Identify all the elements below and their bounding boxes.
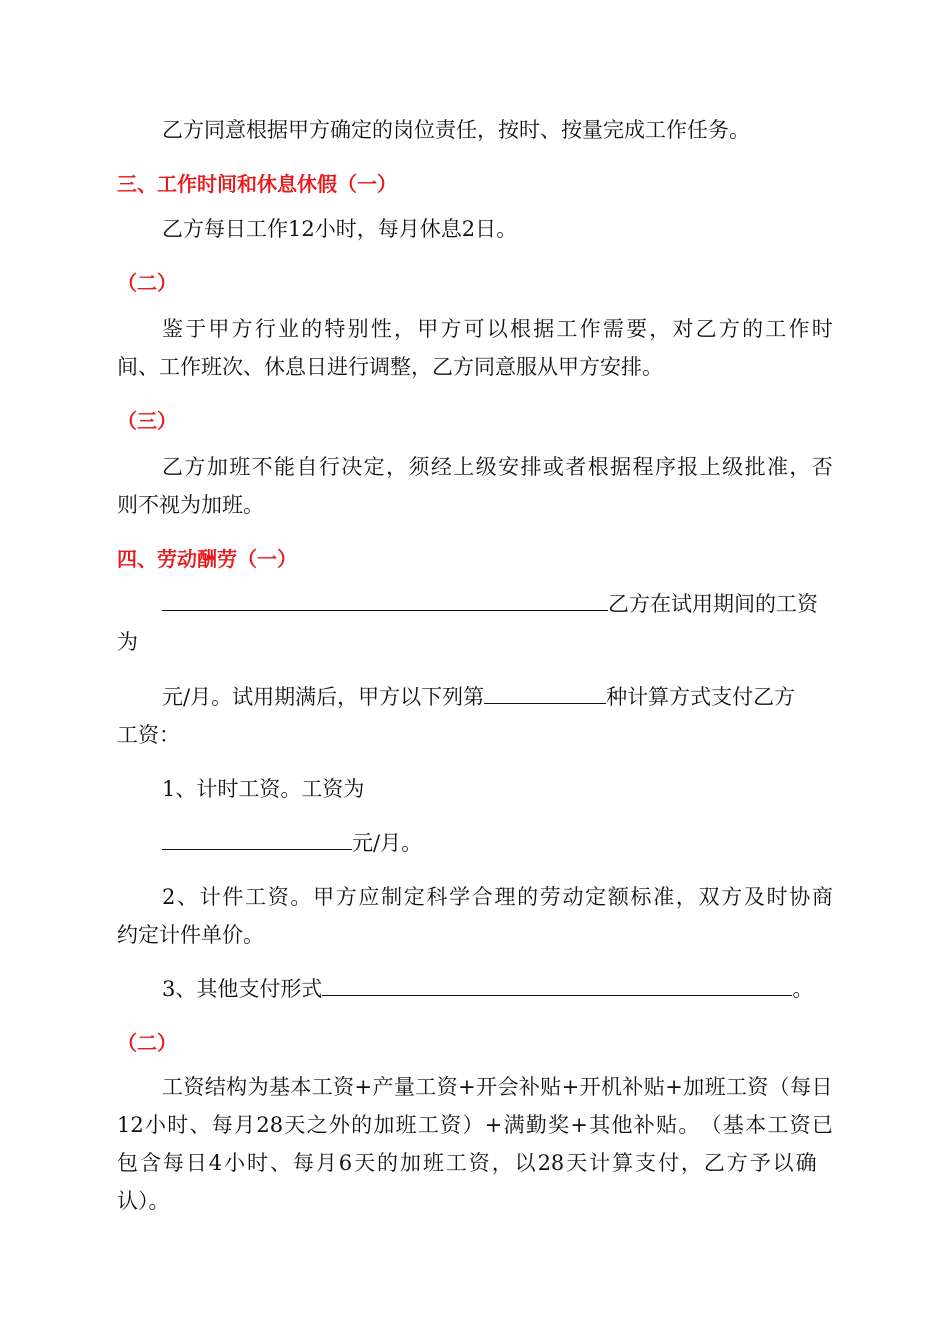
text-glyph: ） (462, 1113, 484, 1137)
text-glyph: 加 (206, 455, 228, 479)
text-glyph: 定 (403, 885, 425, 909)
text-glyph: 工 (417, 1113, 439, 1137)
text-glyph: 资 (747, 1075, 769, 1099)
text-glyph: 资 (333, 1075, 355, 1099)
text-glyph: 时 (766, 885, 788, 909)
text-glyph: 会 (497, 1075, 519, 1099)
text-glyph: 鉴 (162, 317, 183, 341)
text-glyph: 的 (742, 317, 764, 341)
text-glyph: 经 (430, 455, 452, 479)
text-glyph: 小 (224, 1151, 246, 1175)
paragraph-duty: 乙方同意根据甲方确定的岗位责任，按时、按量完成工作任务。 (162, 118, 750, 142)
text-glyph: 资 (267, 885, 289, 909)
text-glyph: 4 (208, 1151, 223, 1175)
text-glyph: 以 (514, 1151, 536, 1175)
text-glyph: 奖 (548, 1113, 570, 1137)
text-glyph: + (484, 1113, 503, 1137)
paragraph-piece-wage-line2: 约定计件单价。 (117, 923, 264, 947)
text-glyph: 之 (306, 1113, 328, 1137)
text-glyph: 方 (726, 1151, 748, 1175)
heading-sub-2: （二） (117, 271, 177, 295)
text-glyph: 加 (373, 1113, 395, 1137)
paragraph-wage-structure-line2 (117, 1111, 833, 1139)
text-glyph: ， (394, 317, 416, 341)
text-glyph: 28 (537, 1151, 565, 1175)
text-glyph: 方 (184, 455, 206, 479)
text-glyph: 每 (790, 1075, 812, 1099)
text-glyph: 制 (381, 885, 403, 909)
blank-field-probation[interactable] (162, 590, 608, 611)
paragraph-other-payment (162, 975, 833, 1003)
blank-field-hourly-amount[interactable] (162, 829, 352, 850)
text-glyph: 月 (315, 1151, 337, 1175)
text-glyph: 业 (278, 317, 300, 341)
text-glyph: 。 (678, 1113, 700, 1137)
text-glyph: 、 (177, 885, 199, 909)
text-glyph: 时 (811, 317, 833, 341)
text-glyph: 计 (199, 885, 221, 909)
paragraph-hourly-wage-amount (162, 829, 833, 857)
text-glyph: 工 (311, 1075, 333, 1099)
text-glyph: 行 (318, 455, 340, 479)
text-glyph: 行 (254, 317, 276, 341)
text-glyph: 含 (139, 1151, 161, 1175)
text-glyph: 程 (632, 455, 654, 479)
text-glyph: ， (386, 455, 408, 479)
text-glyph: 贴 (643, 1075, 665, 1099)
text-glyph: 别 (347, 317, 369, 341)
text-glyph: 补 (622, 1075, 644, 1099)
text-glyph: 满 (503, 1113, 525, 1137)
heading-sub-4-2: （二） (117, 1031, 177, 1055)
text-glyph: + (561, 1075, 580, 1099)
text-glyph: ， (491, 1151, 513, 1175)
text-glyph: 计 (589, 1151, 611, 1175)
text-glyph: 本 (745, 1113, 767, 1137)
text-glyph: 定 (363, 455, 385, 479)
text-glyph: 工 (767, 1113, 789, 1137)
text-glyph: 12 (117, 1113, 144, 1137)
text-glyph: 贴 (540, 1075, 562, 1099)
text-glyph: 根 (510, 317, 532, 341)
text-glyph: 的 (351, 1113, 373, 1137)
text-glyph: 工 (445, 1151, 467, 1175)
text-glyph: 级 (722, 455, 744, 479)
paragraph-probation-wage-line2: 为 (117, 630, 138, 654)
text-glyph: 勤 (525, 1113, 547, 1137)
text-glyph: 日 (811, 1075, 833, 1099)
text-glyph: 须 (408, 455, 430, 479)
text-glyph: 每 (292, 1151, 314, 1175)
text-glyph: 者 (565, 455, 587, 479)
other-payment-end: 。 (792, 977, 814, 1001)
paragraph-payment-method-line1 (162, 683, 833, 711)
text-glyph: 构 (226, 1075, 248, 1099)
text-glyph: 付 (657, 1151, 679, 1175)
text-glyph: 动 (562, 885, 584, 909)
paragraph-wage-structure-line4: 认）。 (117, 1189, 170, 1213)
text-glyph: + (665, 1075, 683, 1099)
text-glyph: 商 (811, 885, 833, 909)
text-glyph: 方 (231, 317, 253, 341)
text-glyph: 可 (463, 317, 485, 341)
text-glyph: 日 (185, 1151, 207, 1175)
text-glyph: 加 (683, 1075, 705, 1099)
text-glyph: 序 (654, 455, 676, 479)
text-glyph: 工 (556, 317, 578, 341)
text-glyph: 工 (765, 317, 787, 341)
text-glyph: 方 (440, 317, 462, 341)
text-glyph: 或 (542, 455, 564, 479)
text-glyph: 基 (722, 1113, 744, 1137)
text-glyph: 外 (328, 1113, 350, 1137)
text-glyph: 补 (518, 1075, 540, 1099)
text-glyph: 需 (602, 317, 624, 341)
text-glyph: 报 (677, 455, 699, 479)
text-glyph: ， (649, 317, 671, 341)
paragraph-adjustment-line1 (162, 315, 833, 343)
text-glyph: 额 (607, 885, 629, 909)
paragraph-overtime-line2: 则不视为加班。 (117, 493, 264, 517)
text-glyph: 加 (399, 1151, 421, 1175)
text-glyph: 月 (234, 1113, 256, 1137)
text-glyph: 合 (471, 885, 493, 909)
text-glyph: 其 (589, 1113, 611, 1137)
text-glyph: 工 (725, 1075, 747, 1099)
text-glyph: 及 (743, 885, 765, 909)
text-glyph: 。 (290, 885, 312, 909)
paragraph-adjustment-line2: 间、工作班次、休息日进行调整，乙方同意服从甲方安排。 (117, 355, 663, 379)
text-glyph: 量 (393, 1075, 415, 1099)
text-glyph: 于 (185, 317, 207, 341)
text-glyph: 本 (290, 1075, 312, 1099)
text-glyph: 理 (494, 885, 516, 909)
text-glyph: 天 (354, 1151, 376, 1175)
text-glyph: 安 (498, 455, 520, 479)
paragraph-wage-structure-line1 (162, 1073, 833, 1101)
text-glyph: 准 (766, 455, 788, 479)
text-glyph: 乙 (695, 317, 717, 341)
probation-wage-text: 乙方在试用期间的工资 (608, 592, 818, 616)
text-glyph: 作 (579, 317, 601, 341)
text-glyph: 资 (436, 1075, 458, 1099)
text-glyph: 甲 (313, 885, 335, 909)
heading-section-4: 四、劳动酬劳（一） (117, 547, 297, 571)
text-glyph: 、 (269, 1151, 291, 1175)
text-glyph: 机 (601, 1075, 623, 1099)
text-glyph: ， (675, 885, 697, 909)
text-glyph: 开 (579, 1075, 601, 1099)
hourly-wage-unit: 元/月。 (352, 831, 423, 855)
payment-method-text-1: 元/月。试用期满后，甲方以下列第 (162, 685, 485, 709)
text-glyph: 决 (341, 455, 363, 479)
heading-section-3: 三、工作时间和休息休假（一） (117, 172, 397, 196)
text-glyph: 工 (162, 1075, 183, 1099)
text-glyph: 性 (370, 317, 392, 341)
payment-method-text-2: 种计算方式支付乙方 (606, 685, 796, 709)
text-glyph: 班 (229, 455, 251, 479)
text-glyph: 的 (301, 317, 323, 341)
text-glyph: 批 (744, 455, 766, 479)
paragraph-overtime-line1 (162, 453, 833, 481)
paragraph-piece-wage-line1 (162, 883, 833, 911)
text-glyph: 天 (566, 1151, 588, 1175)
text-glyph: 时 (247, 1151, 268, 1175)
text-glyph: 开 (476, 1075, 498, 1099)
text-glyph: 包 (117, 1151, 138, 1175)
text-glyph: + (354, 1075, 373, 1099)
text-glyph: 已 (811, 1113, 833, 1137)
text-glyph: 乙 (162, 455, 183, 479)
blank-field-method-number[interactable] (484, 683, 606, 704)
paragraph-payment-method-line2: 工资： (117, 723, 180, 747)
text-glyph: 2 (162, 885, 176, 909)
text-glyph: 工 (245, 885, 267, 909)
text-glyph: 方 (721, 885, 743, 909)
text-glyph: 工 (415, 1075, 437, 1099)
text-glyph: 方 (718, 317, 740, 341)
text-glyph: 甲 (417, 317, 439, 341)
text-glyph: （ (768, 1075, 790, 1099)
paragraph-probation-wage-line1 (162, 590, 833, 618)
text-glyph: 资 (789, 1113, 811, 1137)
text-glyph: 资 (468, 1151, 490, 1175)
text-glyph: 根 (587, 455, 609, 479)
text-glyph: 资 (183, 1075, 205, 1099)
text-glyph: ， (789, 455, 811, 479)
text-glyph: 对 (672, 317, 694, 341)
text-glyph: 据 (533, 317, 555, 341)
text-glyph: 甲 (208, 317, 230, 341)
text-glyph: 产 (372, 1075, 394, 1099)
text-glyph: 班 (395, 1113, 417, 1137)
text-glyph: + (458, 1075, 476, 1099)
text-glyph: 劳 (539, 885, 561, 909)
text-glyph: 准 (653, 885, 675, 909)
text-glyph: （ (700, 1113, 722, 1137)
text-glyph: ， (680, 1151, 702, 1175)
text-glyph: 标 (630, 885, 652, 909)
text-glyph: 基 (268, 1075, 290, 1099)
text-glyph: 每 (162, 1151, 184, 1175)
text-glyph: 级 (475, 455, 497, 479)
text-glyph: 科 (426, 885, 448, 909)
text-glyph: 班 (704, 1075, 726, 1099)
text-glyph: 不 (251, 455, 273, 479)
text-glyph: 特 (324, 317, 346, 341)
text-glyph: 6 (338, 1151, 353, 1175)
text-glyph: 贴 (656, 1113, 678, 1137)
text-glyph: 双 (698, 885, 720, 909)
text-glyph: 乙 (703, 1151, 725, 1175)
text-glyph: 结 (204, 1075, 226, 1099)
text-glyph: 予 (749, 1151, 771, 1175)
text-glyph: 排 (520, 455, 542, 479)
text-glyph: 的 (377, 1151, 398, 1175)
text-glyph: 算 (612, 1151, 634, 1175)
text-glyph: 作 (788, 317, 810, 341)
paragraph-hourly-wage: 1、计时工资。工资为 (162, 777, 365, 801)
paragraph-work-hours: 乙方每日工作12小时，每月休息2日。 (162, 217, 518, 241)
text-glyph: 以 (772, 1151, 794, 1175)
text-glyph: 应 (358, 885, 380, 909)
text-glyph: 时 (167, 1113, 189, 1137)
text-glyph: 小 (145, 1113, 166, 1137)
text-glyph: 他 (611, 1113, 633, 1137)
text-glyph: 定 (585, 885, 607, 909)
text-glyph: 学 (449, 885, 471, 909)
text-glyph: 自 (296, 455, 318, 479)
text-glyph: 协 (789, 885, 811, 909)
text-glyph: 补 (633, 1113, 655, 1137)
text-glyph: 据 (610, 455, 632, 479)
text-glyph: 支 (635, 1151, 657, 1175)
text-glyph: 否 (811, 455, 833, 479)
text-glyph: 上 (699, 455, 721, 479)
text-glyph: 上 (453, 455, 475, 479)
other-payment-text: 3、其他支付形式 (162, 977, 323, 1001)
text-glyph: 为 (247, 1075, 269, 1099)
text-glyph: 要 (626, 317, 648, 341)
text-glyph: 28 (256, 1113, 284, 1137)
text-glyph: 班 (422, 1151, 444, 1175)
text-glyph: 能 (274, 455, 296, 479)
text-glyph: 以 (486, 317, 508, 341)
text-glyph: 资 (440, 1113, 462, 1137)
text-glyph: 、 (189, 1113, 211, 1137)
blank-field-other-payment[interactable] (322, 975, 792, 996)
text-glyph: 方 (335, 885, 357, 909)
text-glyph: 每 (211, 1113, 233, 1137)
text-glyph: 确 (795, 1151, 817, 1175)
paragraph-wage-structure-line3 (117, 1149, 817, 1177)
text-glyph: 的 (517, 885, 539, 909)
text-glyph: 件 (222, 885, 244, 909)
text-glyph: + (570, 1113, 588, 1137)
heading-sub-3: （三） (117, 409, 177, 433)
text-glyph: 天 (284, 1113, 306, 1137)
